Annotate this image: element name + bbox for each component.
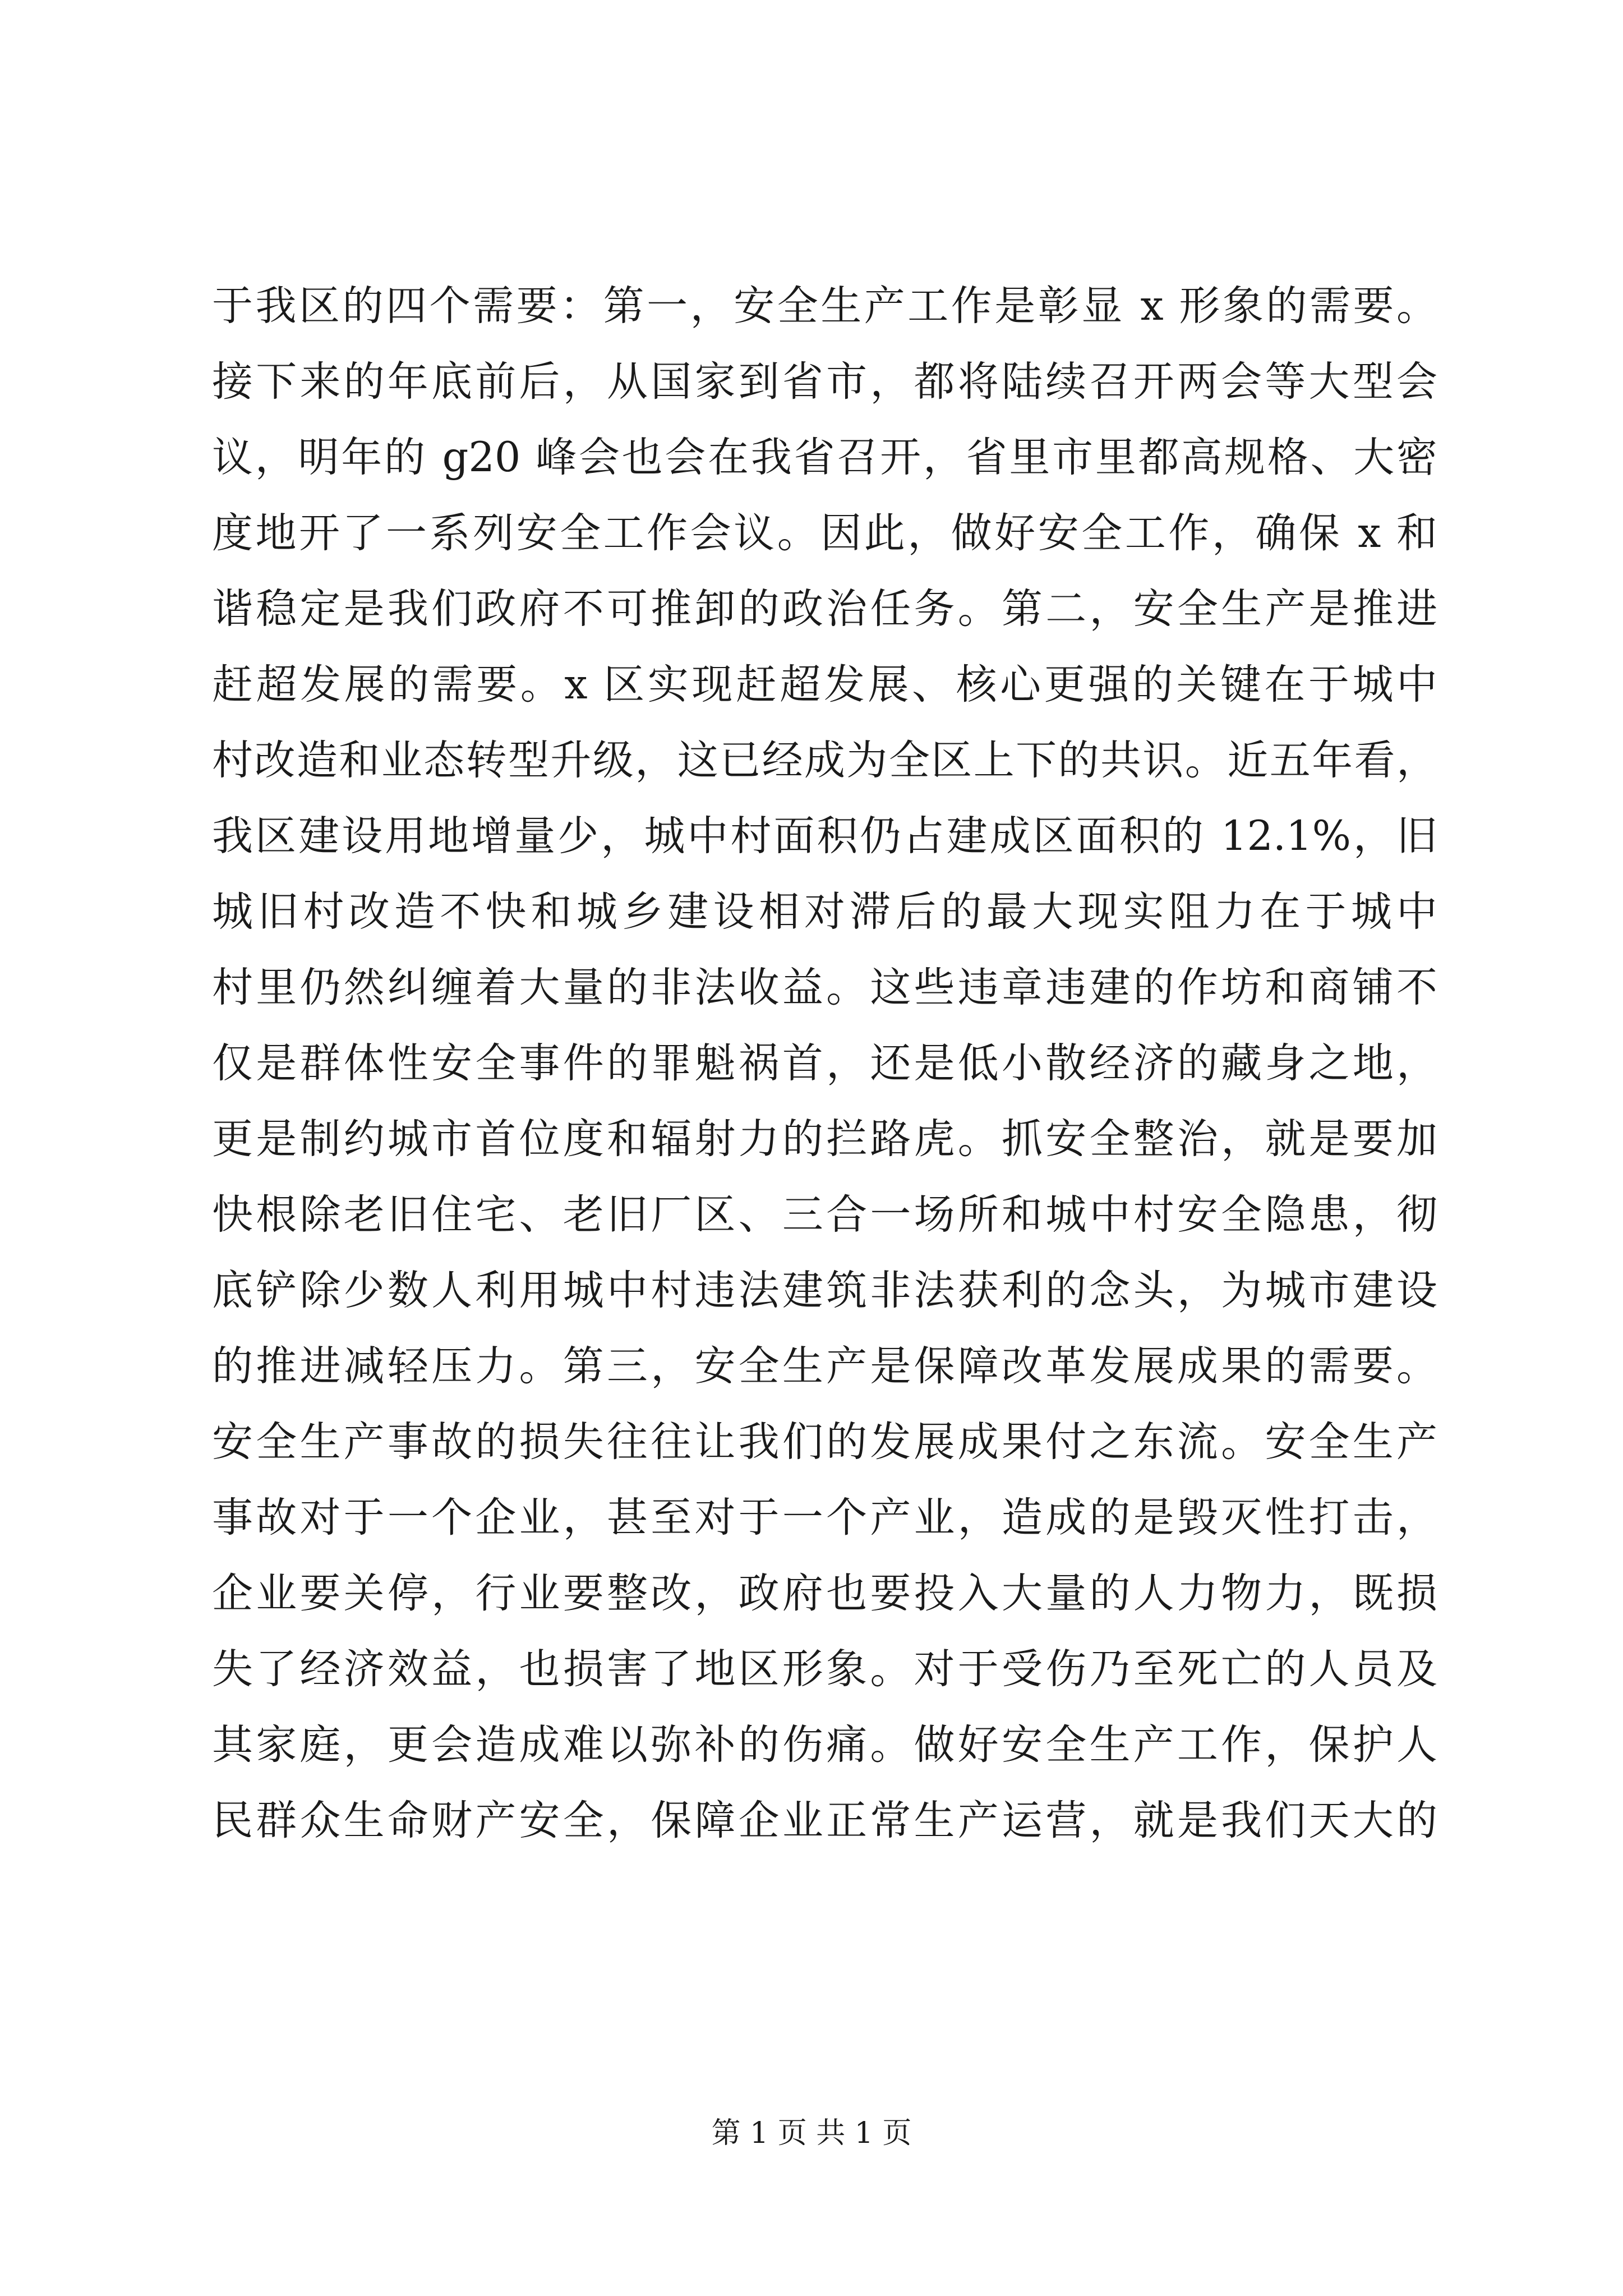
text-line: 我区建设用地增量少，城中村面积仍占建成区面积的 12.1%，旧 [212, 812, 1437, 860]
text-line: 企业要关停，行业要整改，政府也要投入大量的人力物力，既损 [212, 1570, 1437, 1617]
text-line: 民群众生命财产安全，保障企业正常生产运营，就是我们天大的 [212, 1797, 1437, 1844]
page-number-label: 第 1 页 共 1 页 [711, 2116, 912, 2150]
page-footer [0, 2109, 1623, 2151]
text-line: 谐稳定是我们政府不可推卸的政治任务。第二，安全生产是推进 [212, 585, 1437, 633]
text-line: 村里仍然纠缠着大量的非法收益。这些违章违建的作坊和商铺不 [212, 964, 1437, 1011]
text-line: 度地开了一系列安全工作会议。因此，做好安全工作，确保 x 和 [212, 509, 1437, 557]
text-line: 更是制约城市首位度和辐射力的拦路虎。抓安全整治，就是要加 [212, 1115, 1437, 1163]
text-line: 其家庭，更会造成难以弥补的伤痛。做好安全生产工作，保护人 [212, 1721, 1437, 1769]
body-text [212, 268, 1437, 1858]
text-line: 赶超发展的需要。x 区实现赶超发展、核心更强的关键在于城中 [212, 661, 1437, 708]
text-line: 的推进减轻压力。第三，安全生产是保障改革发展成果的需要。 [212, 1342, 1437, 1390]
text-line: 仅是群体性安全事件的罪魁祸首，还是低小散经济的藏身之地， [212, 1039, 1437, 1087]
text-line: 底铲除少数人利用城中村违法建筑非法获利的念头，为城市建设 [212, 1267, 1437, 1314]
text-line: 于我区的四个需要：第一，安全生产工作是彰显 x 形象的需要。 [212, 282, 1437, 330]
text-line: 接下来的年底前后，从国家到省市，都将陆续召开两会等大型会 [212, 358, 1437, 406]
text-line: 安全生产事故的损失往往让我们的发展成果付之东流。安全生产 [212, 1418, 1437, 1466]
text-line: 快根除老旧住宅、老旧厂区、三合一场所和城中村安全隐患，彻 [212, 1191, 1437, 1239]
text-line: 议，明年的 g20 峰会也会在我省召开，省里市里都高规格、大密 [212, 434, 1437, 481]
text-line: 事故对于一个企业，甚至对于一个产业，造成的是毁灭性打击， [212, 1494, 1437, 1542]
text-line: 失了经济效益，也损害了地区形象。对于受伤乃至死亡的人员及 [212, 1645, 1437, 1693]
text-line: 城旧村改造不快和城乡建设相对滞后的最大现实阻力在于城中 [212, 888, 1437, 936]
text-line: 村改造和业态转型升级，这已经成为全区上下的共识。近五年看， [212, 737, 1437, 784]
